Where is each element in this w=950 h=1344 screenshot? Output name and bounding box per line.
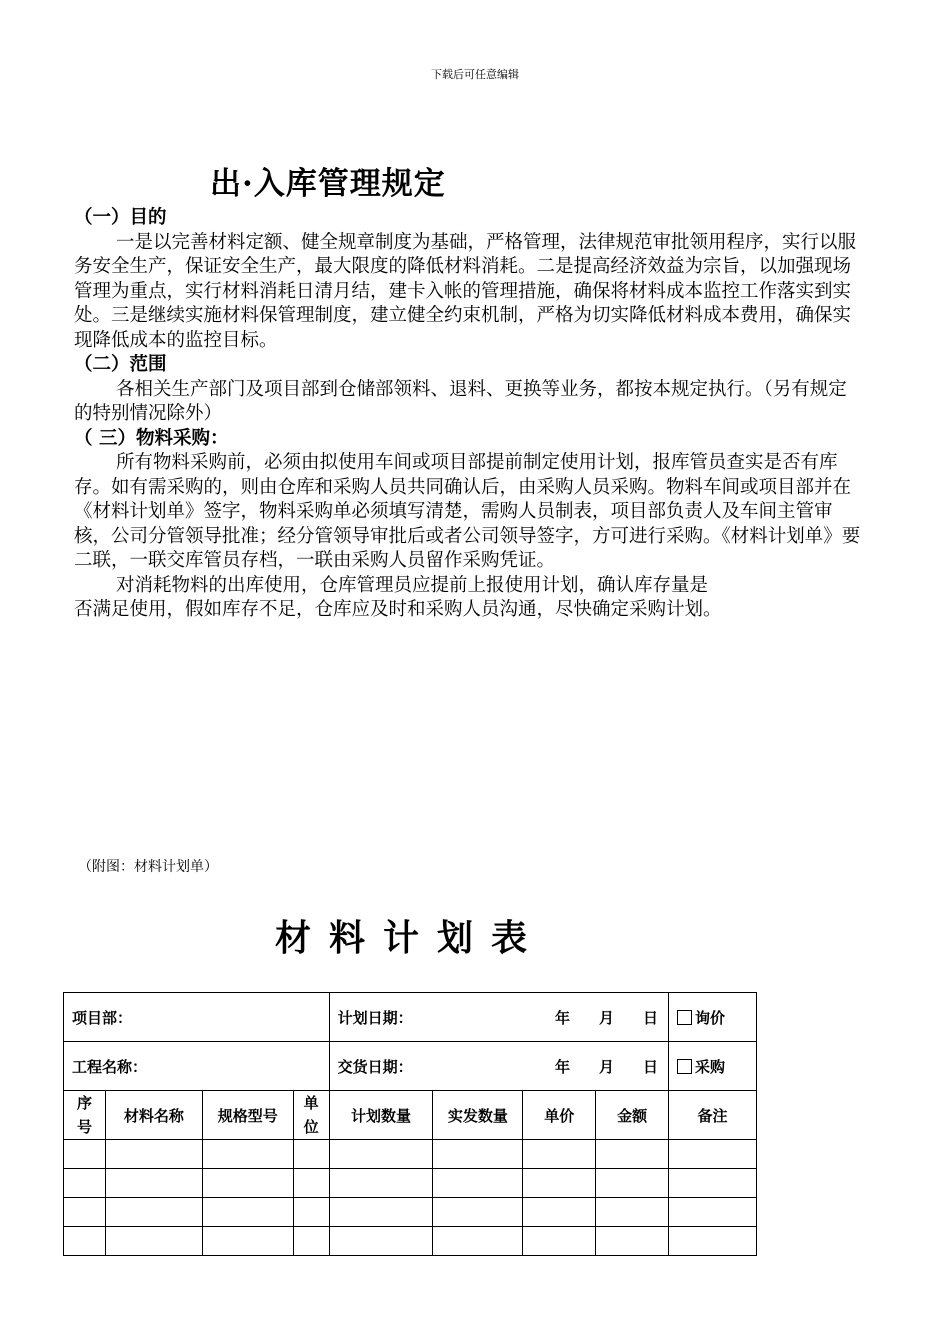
header-plan-qty: 计划数量 (329, 1091, 433, 1140)
table-cell[interactable] (669, 1198, 757, 1227)
day-label: 日 (643, 1008, 659, 1027)
header-amount: 金额 (596, 1091, 669, 1140)
purchase-label: 采购 (695, 1057, 726, 1076)
header-unit: 单位 (293, 1091, 329, 1140)
day-label: 日 (643, 1057, 659, 1076)
table-cell[interactable] (329, 1227, 433, 1256)
document-title: 出·入库管理规定 (210, 166, 446, 202)
table-cell[interactable] (64, 1169, 106, 1198)
section-paragraph-consumption-line2: 否满足使用，假如库存不足，仓库应及时和采购人员沟通，尽快确定采购计划。 (74, 599, 722, 620)
table-cell[interactable] (202, 1227, 293, 1256)
section-heading-purchasing: （ 三）物料采购： (74, 427, 229, 449)
section-paragraph-purpose: 一是以完善材料定额、健全规章制度为基础，严格管理，法律规范审批领用程序，实行以服务安全生产，保证安全生产，最大限度的降低材料消耗。二是提高经济效益为宗旨，以加强现场管理为重点，实行材料消耗日清月结，建卡入帐的管理措施，确保将材料成本监控工作落实到实处。三是继续实施材料保管理制度，建立健全约束机制，严格为切实降低材料成本费用，确保实现降低成本的监控目标。 (74, 231, 857, 351)
project-name-cell[interactable] (64, 1042, 330, 1091)
table-title: 材料计划表 (274, 917, 545, 959)
month-label: 月 (599, 1057, 615, 1076)
table-row (64, 1140, 757, 1169)
table-cell[interactable] (64, 1140, 106, 1169)
header-note: 下载后可任意编辑 (431, 68, 519, 81)
table-header-row (64, 1091, 757, 1140)
table-row (64, 1169, 757, 1198)
section-paragraph-purchasing: 所有物料采购前，必须由拟使用车间或项目部提前制定使用计划，报库管员查实是否有库存。如有需采购的，则由仓库和采购人员共同确认后，由采购人员采购。物料车间或项目部并在《材料计划单》签字，物料采购单必须填写清楚，需购人员制表，项目部负责人及车间主管审核，公司分管领导批准；经分管领导审批后或者公司领导签字，方可进行采购。《材料计划单》要二联，一联交库管员存档，一联由采购人员留作采购凭证。 (74, 452, 861, 571)
project-name-label: 工程名称： (72, 1057, 148, 1076)
table-cell[interactable] (105, 1227, 202, 1256)
header-price: 单价 (523, 1091, 596, 1140)
table-cell[interactable] (596, 1169, 669, 1198)
table-cell[interactable] (293, 1140, 329, 1169)
table-cell[interactable] (523, 1198, 596, 1227)
table-cell[interactable] (669, 1140, 757, 1169)
table-cell[interactable] (433, 1227, 523, 1256)
header-seq: 序号 (64, 1091, 106, 1140)
document-body (74, 206, 864, 623)
plan-date-cell[interactable] (329, 993, 668, 1042)
table-row (64, 1227, 757, 1256)
table-cell[interactable] (293, 1227, 329, 1256)
table-cell[interactable] (329, 1198, 433, 1227)
material-plan-table (63, 992, 757, 1256)
header-spec: 规格型号 (202, 1091, 293, 1140)
table-cell[interactable] (293, 1198, 329, 1227)
table-cell[interactable] (329, 1169, 433, 1198)
project-cell[interactable] (64, 993, 330, 1042)
inquiry-checkbox[interactable] (677, 1010, 692, 1025)
table-cell[interactable] (523, 1227, 596, 1256)
delivery-date-label: 交货日期： (337, 1057, 413, 1076)
table-cell[interactable] (596, 1140, 669, 1169)
table-cell[interactable] (105, 1140, 202, 1169)
year-label: 年 (555, 1057, 571, 1076)
table-row-project-name (64, 1042, 757, 1091)
header-remark: 备注 (669, 1091, 757, 1140)
table-cell[interactable] (293, 1169, 329, 1198)
section-heading-scope: （二）范围 (74, 354, 167, 375)
section-paragraph-consumption-line1: 对消耗物料的出库使用，仓库管理员应提前上报使用计划，确认库存量是 (116, 574, 709, 596)
table-cell[interactable] (596, 1198, 669, 1227)
table-cell[interactable] (669, 1169, 757, 1198)
table-cell[interactable] (596, 1227, 669, 1256)
table-cell[interactable] (64, 1198, 106, 1227)
section-heading-purpose: （一）目的 (74, 207, 167, 228)
table-cell[interactable] (202, 1169, 293, 1198)
purchase-option[interactable] (669, 1042, 757, 1091)
appendix-note: （附图：材料计划单） (78, 859, 218, 875)
table-cell[interactable] (329, 1140, 433, 1169)
year-label: 年 (555, 1008, 571, 1027)
table-cell[interactable] (202, 1198, 293, 1227)
table-cell[interactable] (433, 1198, 523, 1227)
table-cell[interactable] (523, 1169, 596, 1198)
project-label: 项目部： (72, 1008, 133, 1027)
delivery-date-cell[interactable] (329, 1042, 668, 1091)
inquiry-label: 询价 (695, 1008, 726, 1027)
delivery-date-ymd (555, 1056, 658, 1077)
table-cell[interactable] (669, 1227, 757, 1256)
table-cell[interactable] (105, 1169, 202, 1198)
header-actual-qty: 实发数量 (433, 1091, 523, 1140)
inquiry-option[interactable] (669, 993, 757, 1042)
section-paragraph-scope: 各相关生产部门及项目部到仓储部领料、退料、更换等业务，都按本规定执行。（另有规定的特别情况除外） (74, 378, 847, 424)
purchase-checkbox[interactable] (677, 1059, 692, 1074)
table-row-project (64, 993, 757, 1042)
plan-date-label: 计划日期： (337, 1008, 413, 1027)
table-row (64, 1198, 757, 1227)
plan-date-ymd (555, 1007, 658, 1028)
table-cell[interactable] (433, 1140, 523, 1169)
table-cell[interactable] (433, 1169, 523, 1198)
table-cell[interactable] (105, 1198, 202, 1227)
table-cell[interactable] (202, 1140, 293, 1169)
table-cell[interactable] (523, 1140, 596, 1169)
header-name: 材料名称 (105, 1091, 202, 1140)
table-cell[interactable] (64, 1227, 106, 1256)
month-label: 月 (599, 1008, 615, 1027)
